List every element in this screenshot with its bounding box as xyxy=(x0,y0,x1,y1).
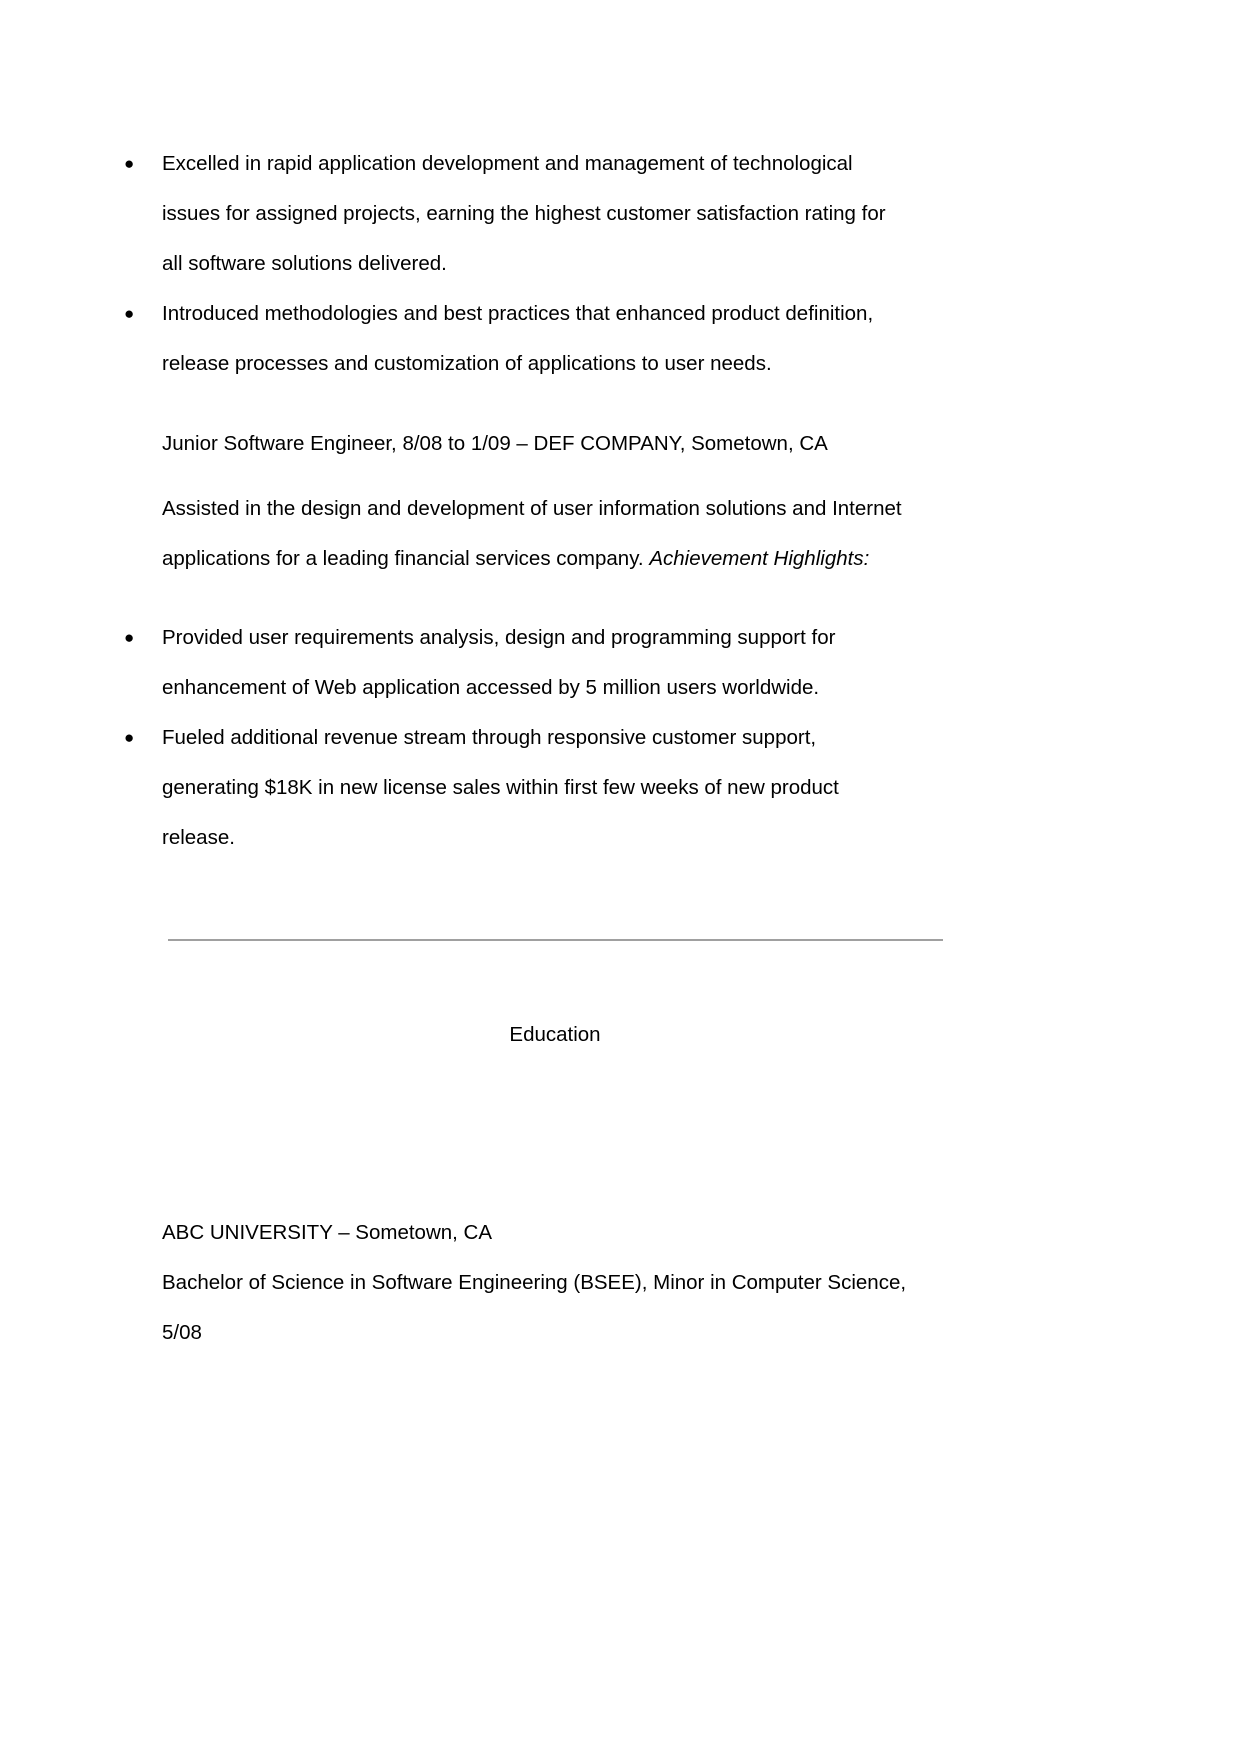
bullet-marker: ● xyxy=(124,628,135,647)
bullet-text-line: generating $18K in new license sales within first few weeks of new product xyxy=(162,776,839,799)
bullet-text-line: enhancement of Web application accessed by 5 million users worldwide. xyxy=(162,676,820,699)
school-line: ABC UNIVERSITY – Sometown, CA xyxy=(162,1221,493,1244)
degree-line: 5/08 xyxy=(162,1321,202,1344)
bullet-text-line: Provided user requirements analysis, design and programming support for xyxy=(162,626,836,649)
bullet-text-line: all software solutions delivered. xyxy=(162,252,447,275)
bullet-text-line: release. xyxy=(162,826,235,849)
job-summary-line xyxy=(162,547,869,571)
bullet-text-line: Fueled additional revenue stream through responsive customer support, xyxy=(162,726,817,749)
job-summary-line: Assisted in the design and development of user information solutions and Internet xyxy=(162,497,902,520)
achievement-highlights-label: Achievement Highlights: xyxy=(649,547,870,570)
job-summary-text: applications for a leading financial services company. xyxy=(162,547,644,570)
bullet-marker: ● xyxy=(124,154,135,173)
bullet-text-line: Excelled in rapid application development and management of technological xyxy=(162,152,853,175)
bullet-marker: ● xyxy=(124,728,135,747)
degree-line: Bachelor of Science in Software Engineering (BSEE), Minor in Computer Science, xyxy=(162,1271,907,1294)
job-title-line: Junior Software Engineer, 8/08 to 1/09 – DEF COMPANY, Sometown, CA xyxy=(162,432,828,455)
bullet-text-line: release processes and customization of applications to user needs. xyxy=(162,352,772,375)
bullet-text-line: issues for assigned projects, earning the highest customer satisfaction rating for xyxy=(162,202,886,225)
bullet-text-line: Introduced methodologies and best practices that enhanced product definition, xyxy=(162,302,874,325)
education-heading: Education xyxy=(509,1023,601,1046)
section-divider xyxy=(168,939,943,941)
bullet-marker: ● xyxy=(124,304,135,323)
